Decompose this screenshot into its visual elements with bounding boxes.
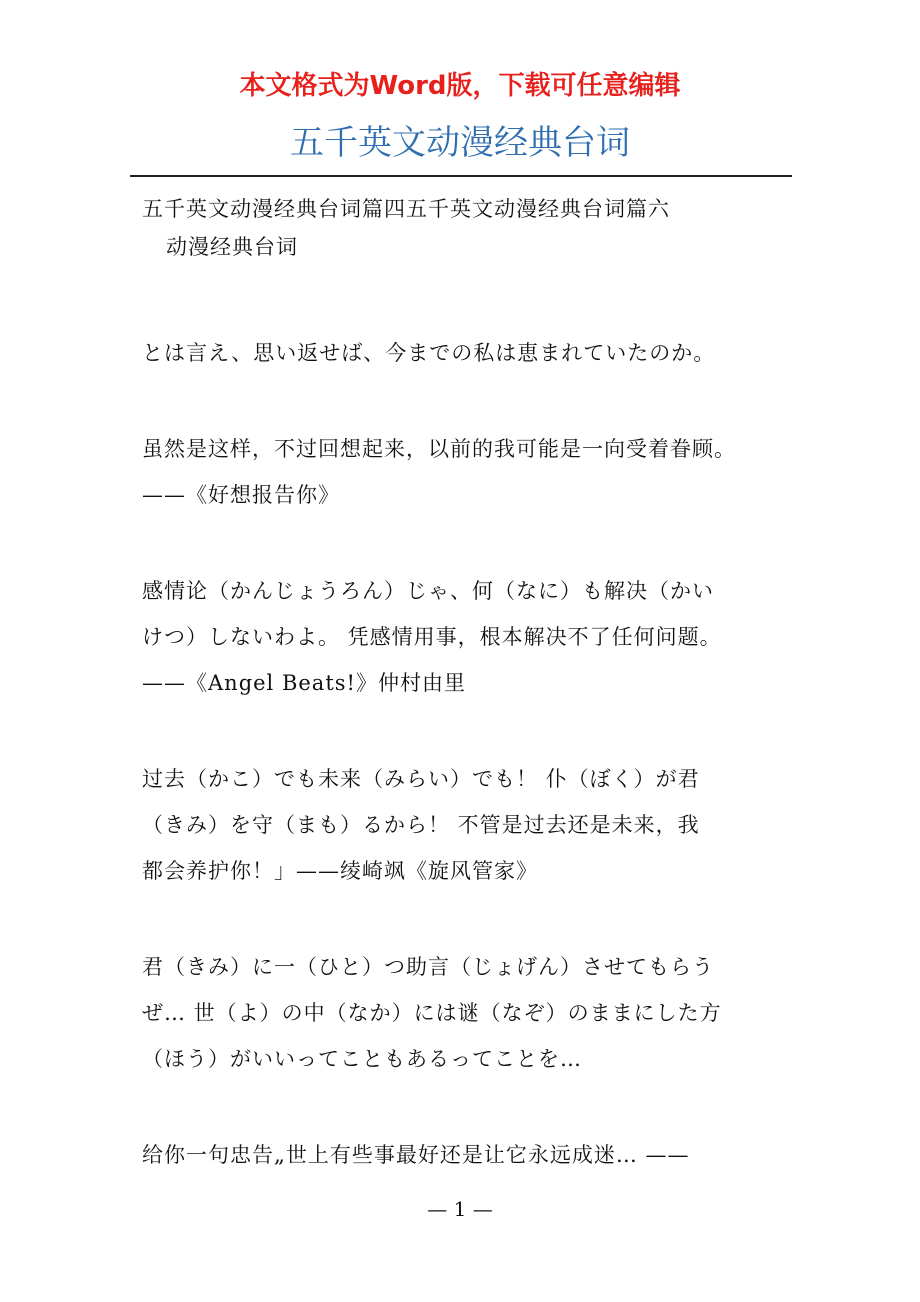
page-number: — 1 — (427, 1197, 493, 1221)
format-notice-banner: 本文格式为Word版，下载可任意编辑 (239, 71, 681, 101)
paragraph-line: 过去（かこ）でも未来（みらい）でも！ 仆（ぼく）が君 (142, 767, 700, 791)
paragraph-line: （きみ）を守（まも）るから！ 不管是过去还是未来，我 (142, 813, 700, 837)
paragraph (142, 330, 792, 376)
document-title: 五千英文动漫经典台词 (290, 123, 630, 163)
subtitle-line-2: 动漫经典台词 (166, 235, 298, 259)
paragraph-line: 感情论（かんじょうろん）じゃ、何（なに）も解决（かい (142, 579, 714, 603)
paragraph (142, 426, 792, 518)
paragraph-line: （ほう）がいいってこともあるってことを… (142, 1047, 582, 1071)
title-divider (130, 175, 792, 177)
subtitle-line-1: 五千英文动漫经典台词篇四五千英文动漫经典台词篇六 (142, 197, 670, 221)
document-subtitle (142, 190, 802, 266)
paragraph (142, 1132, 792, 1178)
paragraph-line: 君（きみ）に一（ひと）つ助言（じょげん）させてもらう (142, 955, 714, 979)
paragraph (142, 568, 792, 706)
paragraph-line: けつ）しないわよ。 凭感情用事，根本解决不了任何问题。 (142, 625, 722, 649)
paragraph-line: 虽然是这样，不过回想起来，以前的我可能是一向受着眷顾。 (142, 437, 736, 461)
paragraph-line: ——《Angel Beats!》仲村由里 (142, 671, 466, 695)
paragraph (142, 944, 792, 1082)
paragraph-line: ぜ… 世（よ）の中（なか）には谜（なぞ）のままにした方 (142, 1001, 722, 1025)
paragraph-line: ——《好想报告你》 (142, 483, 340, 507)
document-body (142, 330, 792, 1228)
paragraph-line: 都会养护你！」——绫崎飒《旋风管家》 (142, 859, 538, 883)
paragraph (142, 756, 792, 894)
paragraph-line: 给你一句忠告„世上有些事最好还是让它永远成迷… —— (142, 1143, 690, 1167)
paragraph-line: とは言え、思い返せば、今までの私は恵まれていたのか。 (142, 341, 716, 365)
